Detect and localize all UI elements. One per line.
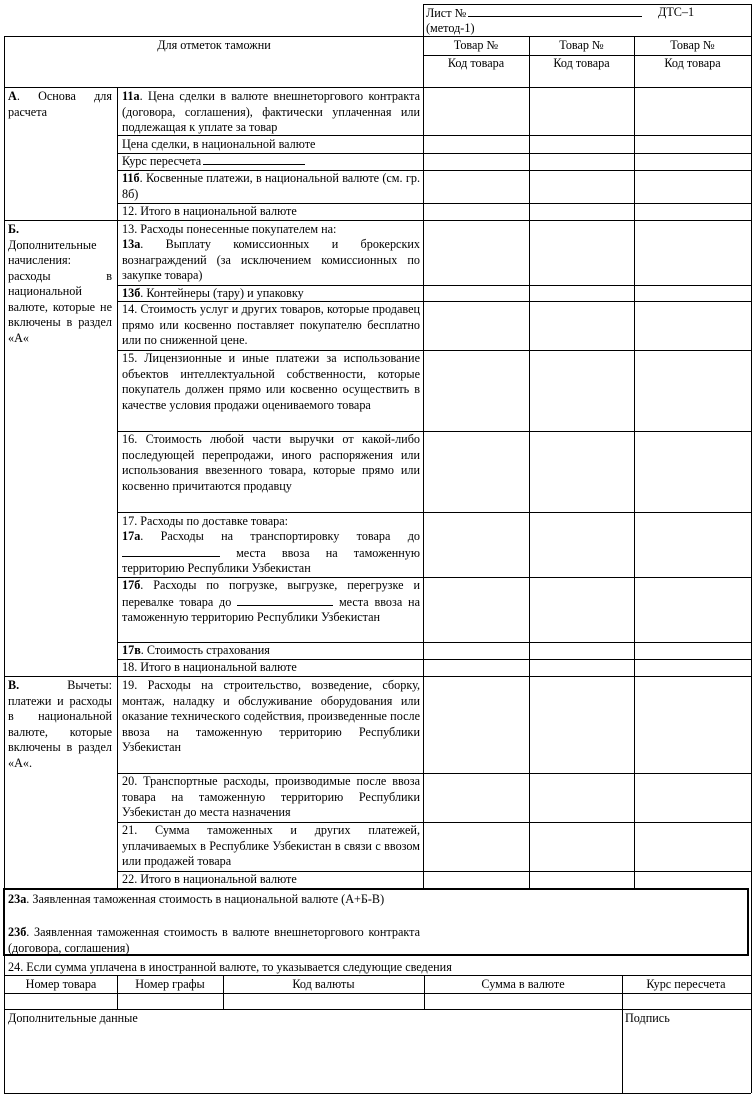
- grid-line: [4, 1093, 751, 1094]
- row-17v: 17в. Стоимость страхования: [122, 643, 270, 657]
- grid-line: [117, 773, 751, 774]
- grid-line: [117, 135, 751, 136]
- grid-line: [117, 153, 751, 154]
- product-code-1-label: Код товара: [447, 56, 505, 70]
- destination-17b-field[interactable]: [237, 594, 333, 606]
- grid-line: [117, 871, 751, 872]
- grid-line: [117, 350, 751, 351]
- row-22: 22. Итого в национальной валюте: [122, 872, 297, 886]
- col-item-number: Номер товара: [25, 977, 97, 991]
- grid-line: [751, 4, 752, 1093]
- sheet-number-field[interactable]: [468, 5, 642, 17]
- additional-data-label: Дополнительные данные: [8, 1011, 138, 1025]
- grid-line: [117, 975, 118, 1009]
- col-amount: Сумма в валюте: [481, 977, 565, 991]
- row-24: 24. Если сумма уплачена в иностранной валюте, то указывается следующие сведения: [8, 960, 452, 974]
- item-1-label: Товар №: [453, 38, 499, 52]
- row-20: 20. Транспортные расходы, производимые после ввоза товара на таможенную территорию Республики Узбекистан до места назначения: [122, 774, 420, 819]
- grid-line: [117, 577, 751, 578]
- row-exchange-rate: Курс пересчета: [122, 153, 420, 170]
- exchange-rate-field[interactable]: [203, 153, 305, 165]
- grid-line: [622, 975, 623, 1093]
- row-17: 17. Расходы по доставке товара:: [122, 514, 289, 528]
- grid-line: [117, 285, 751, 286]
- grid-line: [423, 4, 751, 5]
- grid-line: [117, 170, 751, 171]
- grid-line: [117, 203, 751, 204]
- row-11a: 11а. Цена сделки в валюте внешнеторгового контракта (договора, соглашения), фактически уплаченная или подлежащая к уплате за товар: [122, 89, 420, 134]
- row-17a: 17а. Расходы на транспортировку товара до места ввоза на таможенную территорию Республики Узбекистан: [122, 529, 420, 575]
- row-11b: 11б. Косвенные платежи, в национальной валюте (см. гр. 8б): [122, 171, 420, 201]
- item-3-label: Товар №: [670, 38, 715, 52]
- grid-line: [423, 55, 751, 56]
- col-rate: Курс пересчета: [646, 977, 726, 991]
- section-b-title: Б. Дополнительные начисления: расходы в национальной валюте, которые не включены в раздел «А«: [8, 222, 112, 345]
- section-a-title: А. Основа для расчета: [8, 89, 112, 119]
- signature-label: Подпись: [625, 1011, 670, 1025]
- section-v-title: В. Вычеты: платежи и расходы в национальной валюте, которые включены в раздел «А«.: [8, 678, 112, 770]
- product-code-3-label: Код товара: [664, 56, 721, 70]
- row-13a: 13а. Выплату комиссионных и брокерских вознаграждений (за исключением комиссионных по закупке товара): [122, 237, 420, 282]
- grid-line: [4, 1009, 751, 1010]
- row-13: 13. Расходы понесенные покупателем на:: [122, 222, 337, 236]
- destination-17a-field[interactable]: [122, 545, 220, 557]
- grid-line: [117, 87, 118, 888]
- grid-line: [423, 4, 424, 888]
- grid-line: [117, 301, 751, 302]
- grid-line: [117, 642, 751, 643]
- row-13b: 13б. Контейнеры (тару) и упаковку: [122, 286, 304, 300]
- sheet-label: Лист №: [426, 5, 642, 22]
- grid-line: [223, 975, 224, 1009]
- declared-value-frame: [3, 888, 749, 956]
- grid-line: [117, 431, 751, 432]
- grid-line: [117, 822, 751, 823]
- grid-line: [529, 36, 530, 888]
- item-2-label: Товар №: [559, 38, 604, 52]
- method-label: (метод-1): [426, 21, 475, 35]
- row-18: 18. Итого в национальной валюте: [122, 660, 297, 674]
- col-box-number: Номер графы: [135, 977, 205, 991]
- grid-line: [634, 36, 635, 888]
- row-21: 21. Сумма таможенных и других платежей, уплачиваемых в Республике Узбекистан в связи с ввозом или продажей товара: [122, 823, 420, 868]
- row-15: 15. Лицензионные и иные платежи за использование объектов интеллектуальной собственности, которые покупатель должен прямо или косвенно осуществить в качестве условия продажи оцениваемого товара: [122, 351, 420, 412]
- form-code: ДТС–1: [658, 5, 695, 19]
- row-16: 16. Стоимость любой части выручки от какой-либо последующей перепродажи, иного распоряжения или использования ввезенного товара, которые прямо или косвенно причитаются продавцу: [122, 432, 420, 493]
- grid-line: [117, 512, 751, 513]
- row-national-price: Цена сделки, в национальной валюте: [122, 137, 316, 151]
- row-19: 19. Расходы на строительство, возведение, сборку, монтаж, наладку и обслуживание оборудования или оказание технического содействия, произведенные после ввоза на таможенную территорию Республики Узбекистан: [122, 678, 420, 754]
- customs-marks-label: Для отметок таможни: [157, 38, 271, 52]
- row-12: 12. Итого в национальной валюте: [122, 204, 297, 218]
- grid-line: [4, 36, 751, 37]
- row-23b: 23б. Заявленная таможенная стоимость в валюте внешнеторгового контракта (договора, соглашения): [8, 925, 420, 955]
- grid-line: [424, 975, 425, 1009]
- row-14: 14. Стоимость услуг и других товаров, которые продавец прямо или косвенно поставляет покупателю бесплатно или по сниженной цене.: [122, 302, 420, 347]
- product-code-2-label: Код товара: [553, 56, 610, 70]
- col-currency-code: Код валюты: [292, 977, 355, 991]
- row-23a: 23а. Заявленная таможенная стоимость в национальной валюте (А+Б-В): [8, 892, 385, 906]
- grid-line: [117, 659, 751, 660]
- row-17b: 17б. Расходы по погрузке, выгрузке, перегрузке и перевалке товара до места ввоза на таможенную территорию Республики Узбекистан: [122, 578, 420, 624]
